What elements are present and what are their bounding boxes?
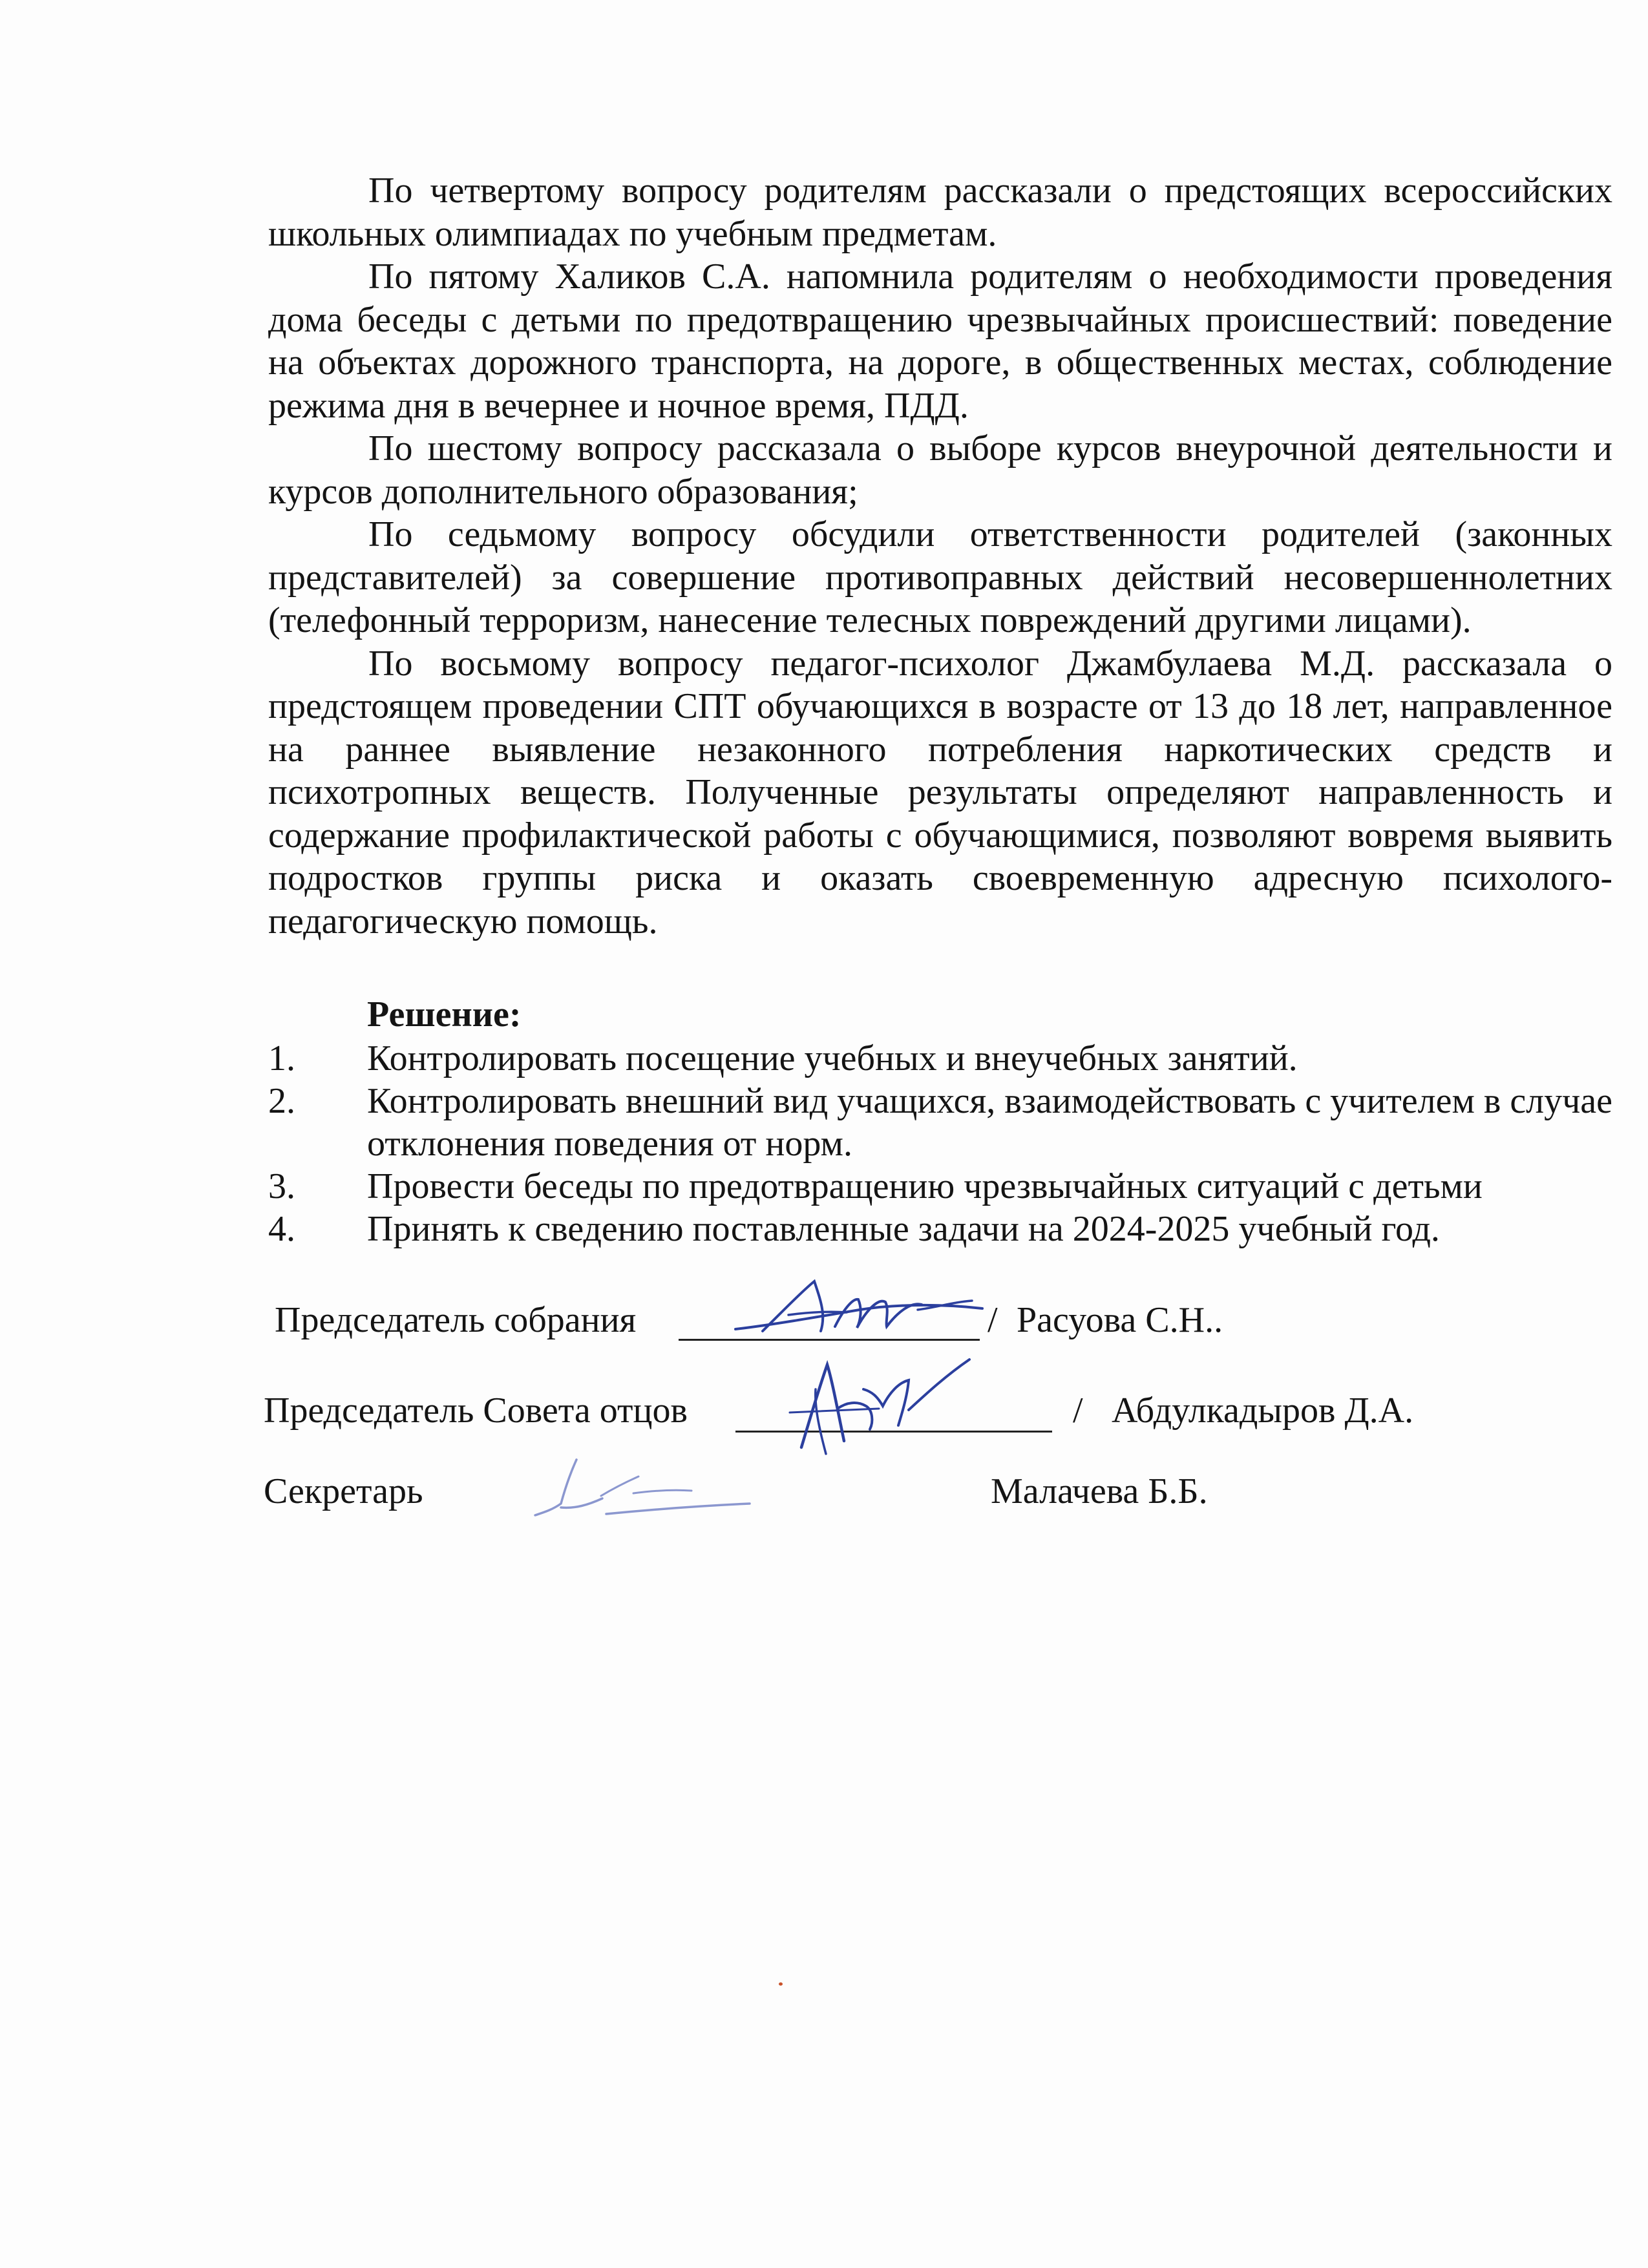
chair-label: Председатель собрания (275, 1300, 637, 1340)
decision-item (268, 1080, 1612, 1165)
decision-item-text: Провести беседы по предотвращению чрезвычайных ситуаций с детьми (367, 1166, 1483, 1206)
decision-section (268, 993, 1612, 1250)
decision-item-text: Контролировать внешний вид учащихся, взаимодействовать с учителем в случае отклонения поведения от норм. (367, 1081, 1612, 1164)
paragraph-question-8: По восьмому вопросу педагог-психолог Джамбулаева М.Д. рассказала о предстоящем проведении СПТ обучающихся в возрасте от 13 до 18 лет, направленное на раннее выявление незаконного потребления наркотических средств и психотропных веществ. Полученные результаты определяют направленность и содержание профилактической работы с обучающимися, позволяют вовремя выявить подростков группы риска и оказать своевременную адресную психолого-педагогическую помощь. (268, 643, 1612, 941)
decision-item-number: 2. (268, 1081, 295, 1121)
decision-item-number: 1. (268, 1038, 295, 1078)
secretary-handwritten-signature (523, 1451, 756, 1531)
paragraph-question-7: По седьмому вопросу обсудили ответственности родителей (законных представителей) за совершение противоправных действий несовершеннолетних (телефонный терроризм, нанесение телесных повреждений другими лицами). (268, 514, 1612, 640)
decision-title: Решение: (367, 994, 522, 1034)
secretary-name: Малачева Б.Б. (991, 1471, 1208, 1511)
paragraph-question-5: По пятому Халиков С.А. напомнила родителям о необходимости проведения дома беседы с детьми по предотвращению чрезвычайных происшествий: поведение на объектах дорожного транспорта, на дороге, в общественных местах, соблюдение режима дня в вечернее и ночное время, ПДД. (268, 257, 1612, 426)
signature-row-secretary (0, 1470, 1648, 1522)
chair-slash: / (988, 1300, 998, 1340)
fathers-handwritten-signature (776, 1350, 982, 1457)
decision-item-text: Контролировать посещение учебных и внеучебных занятий. (367, 1038, 1298, 1078)
decision-item (268, 1208, 1612, 1250)
minutes-body (268, 169, 1612, 943)
fathers-label: Председатель Совета отцов (264, 1391, 688, 1431)
paragraph-question-6: По шестому вопросу рассказала о выборе курсов внеурочной деятельности и курсов дополнительного образования; (268, 428, 1612, 512)
decision-item (268, 1037, 1612, 1080)
chair-name: Расуова С.Н.. (1017, 1300, 1223, 1340)
paragraph-question-4: По четвертому вопросу родителям рассказали о предстоящих всероссийских школьных олимпиадах по учебным предметам. (268, 171, 1612, 254)
decision-item-text: Принять к сведению поставленные задачи на 2024-2025 учебный год. (367, 1209, 1440, 1249)
fathers-name: Абдулкадыров Д.А. (1112, 1391, 1414, 1431)
secretary-label: Секретарь (264, 1471, 423, 1511)
decision-item-number: 4. (268, 1209, 295, 1249)
decision-item-number: 3. (268, 1166, 295, 1206)
paper-speck (779, 1982, 783, 1986)
decision-item (268, 1165, 1612, 1208)
fathers-slash: / (1073, 1391, 1083, 1431)
chair-handwritten-signature (724, 1270, 995, 1347)
decision-list (268, 1037, 1612, 1250)
